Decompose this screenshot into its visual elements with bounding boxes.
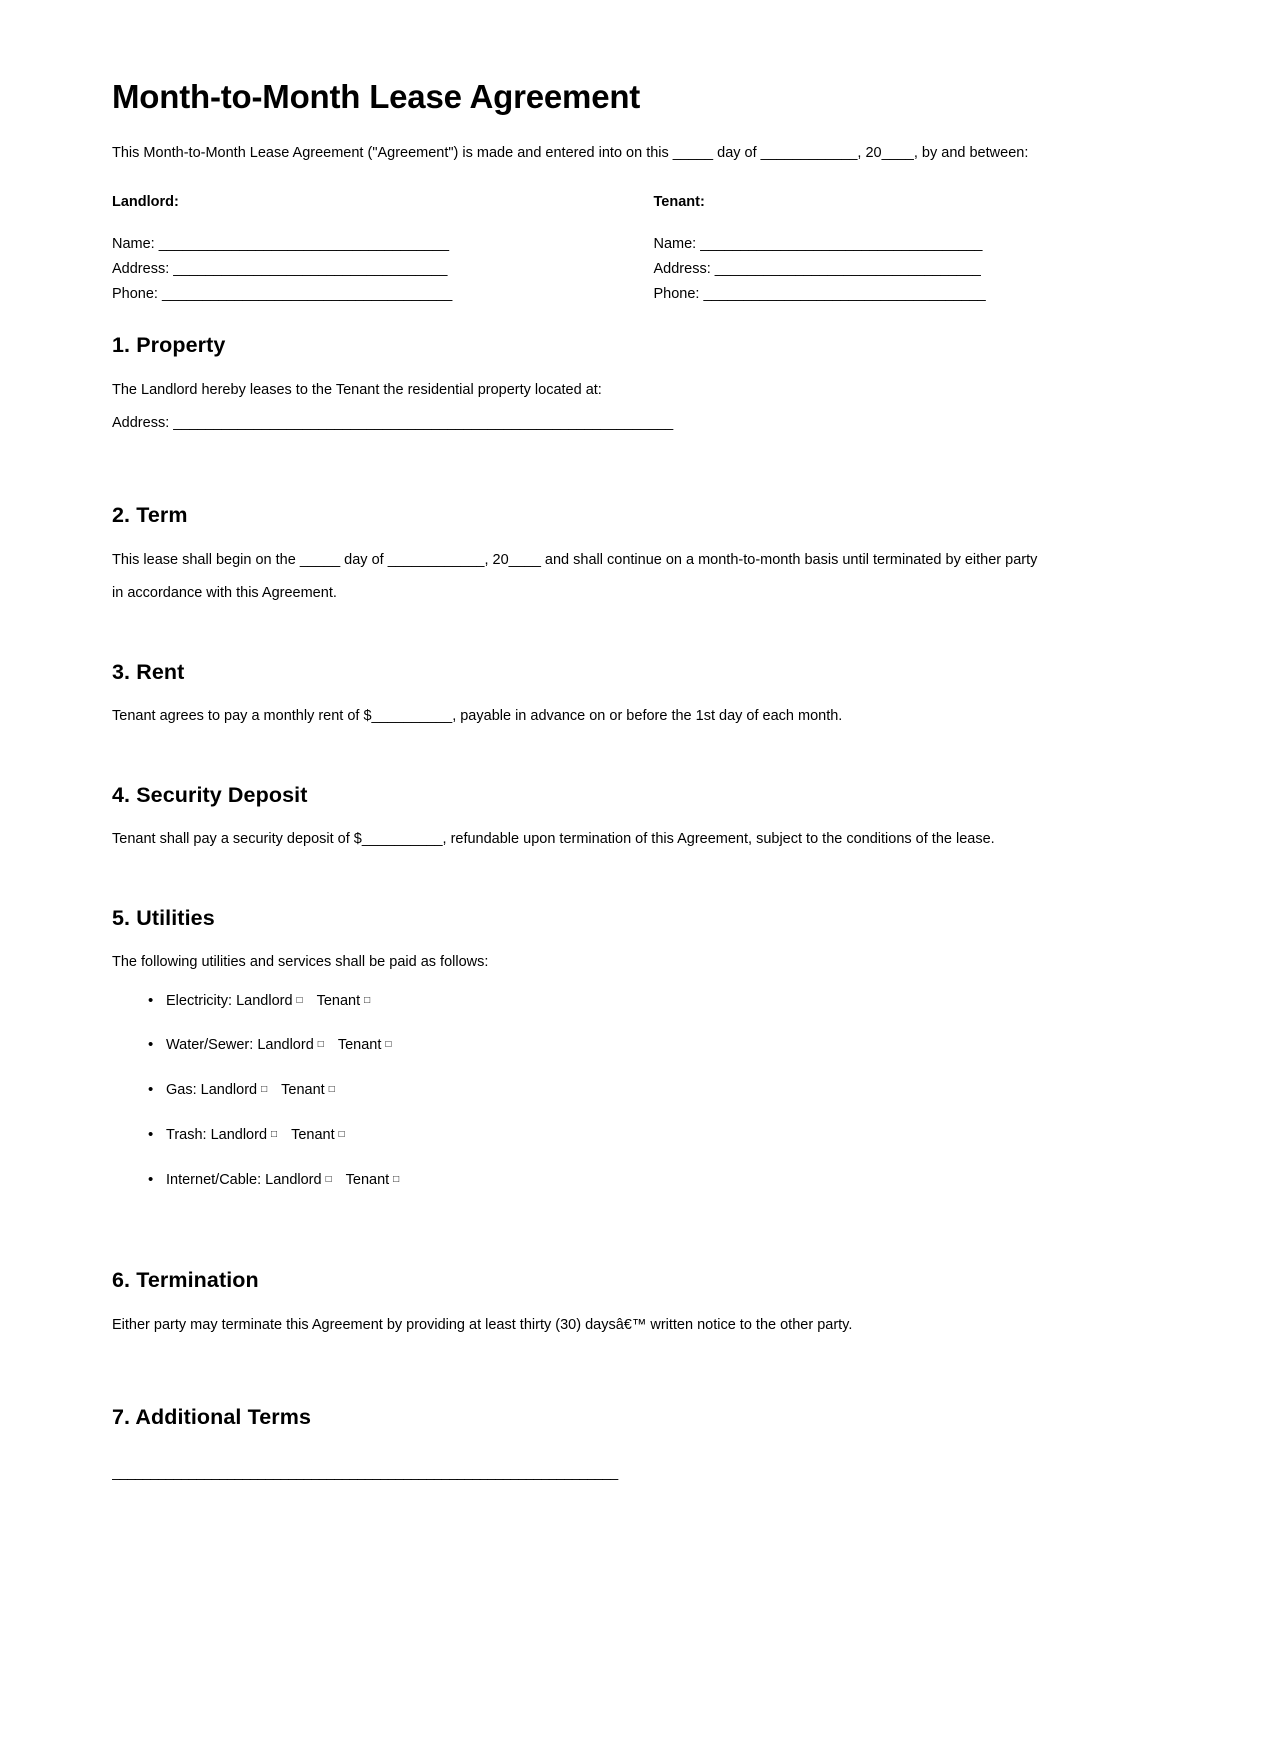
tenant-name-field[interactable]: Name: ___________________________________ xyxy=(653,236,983,253)
term-line-1: This lease shall begin on the _____ day of ____________, 20____ and shall continue on a month-to-month basis until terminated by either party xyxy=(112,552,1038,569)
parties-block xyxy=(112,194,1151,307)
utility-tenant-label: Tenant xyxy=(291,1126,335,1143)
property-description: The Landlord hereby leases to the Tenant the residential property located at: xyxy=(112,382,602,399)
section-heading-additional-terms: 7. Additional Terms xyxy=(112,1405,312,1430)
checkbox-landlord-icon[interactable]: □ xyxy=(296,994,303,1006)
security-deposit-line-1: Tenant shall pay a security deposit of $__________, refundable upon termination of this Agreement, subject to the conditions of the lease. xyxy=(112,831,995,848)
checkbox-tenant-icon[interactable]: □ xyxy=(393,1173,400,1185)
section-heading-rent: 3. Rent xyxy=(112,659,185,684)
utility-row xyxy=(148,1035,1151,1057)
tenant-phone-field[interactable]: Phone: ___________________________________ xyxy=(653,286,986,303)
utility-label: Gas: Landlord xyxy=(166,1082,258,1099)
utility-row xyxy=(148,1080,1151,1102)
utility-tenant-label: Tenant xyxy=(281,1082,325,1099)
landlord-column xyxy=(112,194,632,307)
rent-line-1: Tenant agrees to pay a monthly rent of $__________, payable in advance on or before the 1st day of each month. xyxy=(112,708,843,725)
checkbox-tenant-icon[interactable]: □ xyxy=(328,1084,335,1096)
checkbox-tenant-icon[interactable]: □ xyxy=(338,1128,345,1140)
tenant-column xyxy=(632,194,1152,307)
utility-tenant-label: Tenant xyxy=(316,992,361,1009)
spacer xyxy=(112,1337,1151,1377)
utility-label: Electricity: Landlord xyxy=(166,992,293,1009)
utility-label: Internet/Cable: Landlord xyxy=(166,1171,322,1188)
landlord-name-field[interactable]: Name: ____________________________________ xyxy=(112,236,450,253)
checkbox-landlord-icon[interactable]: □ xyxy=(317,1039,324,1051)
landlord-heading: Landlord: xyxy=(112,194,179,211)
additional-terms-blank-line[interactable]: __________________________________________________________________ xyxy=(112,1465,618,1482)
spacer xyxy=(112,435,1151,475)
section-heading-utilities: 5. Utilities xyxy=(112,905,215,930)
spacer xyxy=(112,729,1151,755)
section-heading-term: 2. Term xyxy=(112,503,188,528)
utility-row xyxy=(148,1125,1151,1147)
tenant-address-field[interactable]: Address: _________________________________ xyxy=(653,261,981,278)
landlord-phone-field[interactable]: Phone: ____________________________________ xyxy=(112,286,453,303)
tenant-heading: Tenant: xyxy=(653,194,705,211)
property-address-field[interactable]: Address: ______________________________________________________________ xyxy=(112,415,674,432)
utility-label: Trash: Landlord xyxy=(166,1126,268,1143)
spacer xyxy=(112,1214,1151,1240)
termination-line-1: Either party may terminate this Agreement by providing at least thirty (30) daysâ€™ written notice to the other party. xyxy=(112,1317,853,1334)
checkbox-landlord-icon[interactable]: □ xyxy=(271,1128,278,1140)
utility-label: Water/Sewer: Landlord xyxy=(166,1037,314,1054)
utilities-list xyxy=(112,991,1151,1192)
utility-row xyxy=(148,1170,1151,1192)
page-title: Month-to-Month Lease Agreement xyxy=(112,78,641,115)
checkbox-landlord-icon[interactable]: □ xyxy=(261,1084,268,1096)
intro-paragraph: This Month-to-Month Lease Agreement ("Agreement") is made and entered into on this _____ day of ____________, 20____, by and between: xyxy=(112,144,1029,161)
spacer xyxy=(112,852,1151,878)
utility-row xyxy=(148,991,1151,1013)
section-heading-property: 1. Property xyxy=(112,333,226,358)
term-line-2: in accordance with this Agreement. xyxy=(112,585,337,602)
utilities-intro: The following utilities and services shall be paid as follows: xyxy=(112,954,489,971)
spacer xyxy=(112,606,1151,632)
section-heading-security-deposit: 4. Security Deposit xyxy=(112,782,308,807)
utility-tenant-label: Tenant xyxy=(337,1037,382,1054)
landlord-address-field[interactable]: Address: __________________________________ xyxy=(112,261,448,278)
section-heading-termination: 6. Termination xyxy=(112,1268,259,1293)
checkbox-tenant-icon[interactable]: □ xyxy=(364,994,371,1006)
checkbox-landlord-icon[interactable]: □ xyxy=(325,1173,332,1185)
utility-tenant-label: Tenant xyxy=(345,1171,390,1188)
checkbox-tenant-icon[interactable]: □ xyxy=(385,1039,392,1051)
